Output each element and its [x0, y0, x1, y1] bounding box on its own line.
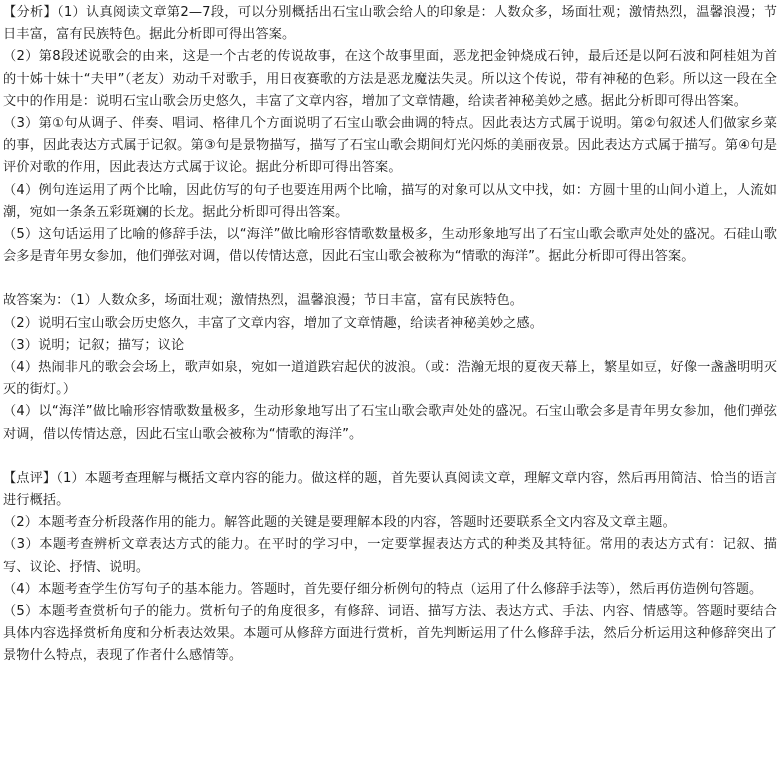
- section-spacer: [3, 268, 777, 290]
- answer-item-3: （3）说明；记叙；描写；议论: [3, 337, 185, 353]
- answer-item-2: （2）说明石宝山歌会历史悠久，丰富了文章内容，增加了文章情趣，给读者神秘美妙之感。: [3, 315, 543, 331]
- comment-paragraph-4: （4）本题考查学生仿写句子的基本能力。答题时，首先要仔细分析例句的特点（运用了什么修辞手法等），然后再仿造例句答题。: [3, 581, 763, 597]
- comment-text-1: （1）本题考查理解与概括文章内容的能力。做这样的题，首先要认真阅读文章，理解文章内容，然后再用简洁、恰当的语言进行概括。: [3, 470, 777, 509]
- answer-item-5: （4）以“海洋”做比喻形容情歌数量极多，生动形象地写出了石宝山歌会歌声处处的盛况。石宝山歌会多是青年男女参加，他们弹弦对调，借以传情达意，因此石宝山歌会被称为“情歌的海洋”。: [3, 404, 777, 442]
- comment-paragraph-2: （2）本题考查分析段落作用的能力。解答此题的关键是要理解本段的内容，答题时还要联系全文内容及文章主题。: [3, 515, 676, 531]
- analysis-paragraph-4: （4）例句连运用了两个比喻，因此仿写的句子也要连用两个比喻，描写的对象可以从文中找，如：方圆十里的山间小道上，人流如潮，宛如一条条五彩斑斓的长龙。据此分析即可得出答案。: [3, 182, 777, 220]
- answer-intro: 故答案为：（1）人数众多，场面壮观；激情热烈，温馨浪漫；节日丰富，富有民族特色。: [3, 293, 524, 309]
- answer-item-4: （4）热闹非凡的歌会会场上，歌声如泉，宛如一道道跌宕起伏的波浪。（或：浩瀚无垠的夏夜天幕上，繁星如豆，好像一盏盏明明灭灭的街灯。）: [3, 360, 777, 398]
- analysis-paragraph-2: （2）第8段述说歌会的由来，这是一个古老的传说故事，在这个故事里面，恶龙把金钟烧成石钟，最后还是以阿石波和阿桂姐为首的十姊十妹十“夫甲”（老友）劝动千对歌手，用日夜赛歌的方法是恶龙魔法失灵。所以这个传说，带有神秘的色彩。所以这一段在全文中的作用是：说明石宝山歌会历史悠久，丰富了文章内容，增加了文章情趣，给读者神秘美妙之感。据此分析即可得出答案。: [3, 49, 777, 109]
- comment-paragraph-1: [3, 468, 777, 512]
- section-spacer: [3, 446, 777, 468]
- analysis-paragraph-3: （3）第①句从调子、伴奏、唱词、格律几个方面说明了石宝山歌会曲调的特点。因此表达方式属于说明。第②句叙述人们做家乡菜的事，因此表达方式属于记叙。第③句是景物描写，描写了石宝山歌会期间灯光闪烁的美丽夜景。因此表达方式属于描写。第④句是评价对歌的作用，因此表达方式属于议论。据此分析即可得出答案。: [3, 116, 777, 176]
- analysis-paragraph-5: （5）这句话运用了比喻的修辞手法，以“海洋”做比喻形容情歌数量极多，生动形象地写出了石宝山歌会歌声处处的盛况。石硅山歌会多是青年男女参加，他们弹弦对调，借以传情达意，因此石宝山歌会被称为“情歌的海洋”。据此分析即可得出答案。: [3, 227, 777, 265]
- solution-document: [3, 2, 777, 668]
- analysis-paragraph-1: [3, 2, 777, 46]
- analysis-text-1: （1）认真阅读文章第2—7段，可以分别概括出石宝山歌会给人的印象是：人数众多，场面壮观；激情热烈，温馨浪漫；节日丰富，富有民族特色。据此分析即可得出答案。: [3, 5, 777, 43]
- analysis-tag: 【分析】: [3, 5, 57, 20]
- comment-paragraph-3: （3）本题考查辨析文章表达方式的能力。在平时的学习中，一定要掌握表达方式的种类及其特征。常用的表达方式有：记叙、描写、议论、抒情、说明。: [3, 537, 777, 575]
- comment-paragraph-5: （5）本题考查赏析句子的能力。赏析句子的角度很多，有修辞、词语、描写方法、表达方式、手法、内容、情感等。答题时要结合具体内容选择赏析角度和分析表达效果。本题可从修辞方面进行赏析，首先判断运用了什么修辞手法，然后分析运用这种修辞突出了景物什么特点，表现了作者什么感情等。: [3, 604, 777, 664]
- comment-tag: 【点评】: [3, 470, 57, 486]
